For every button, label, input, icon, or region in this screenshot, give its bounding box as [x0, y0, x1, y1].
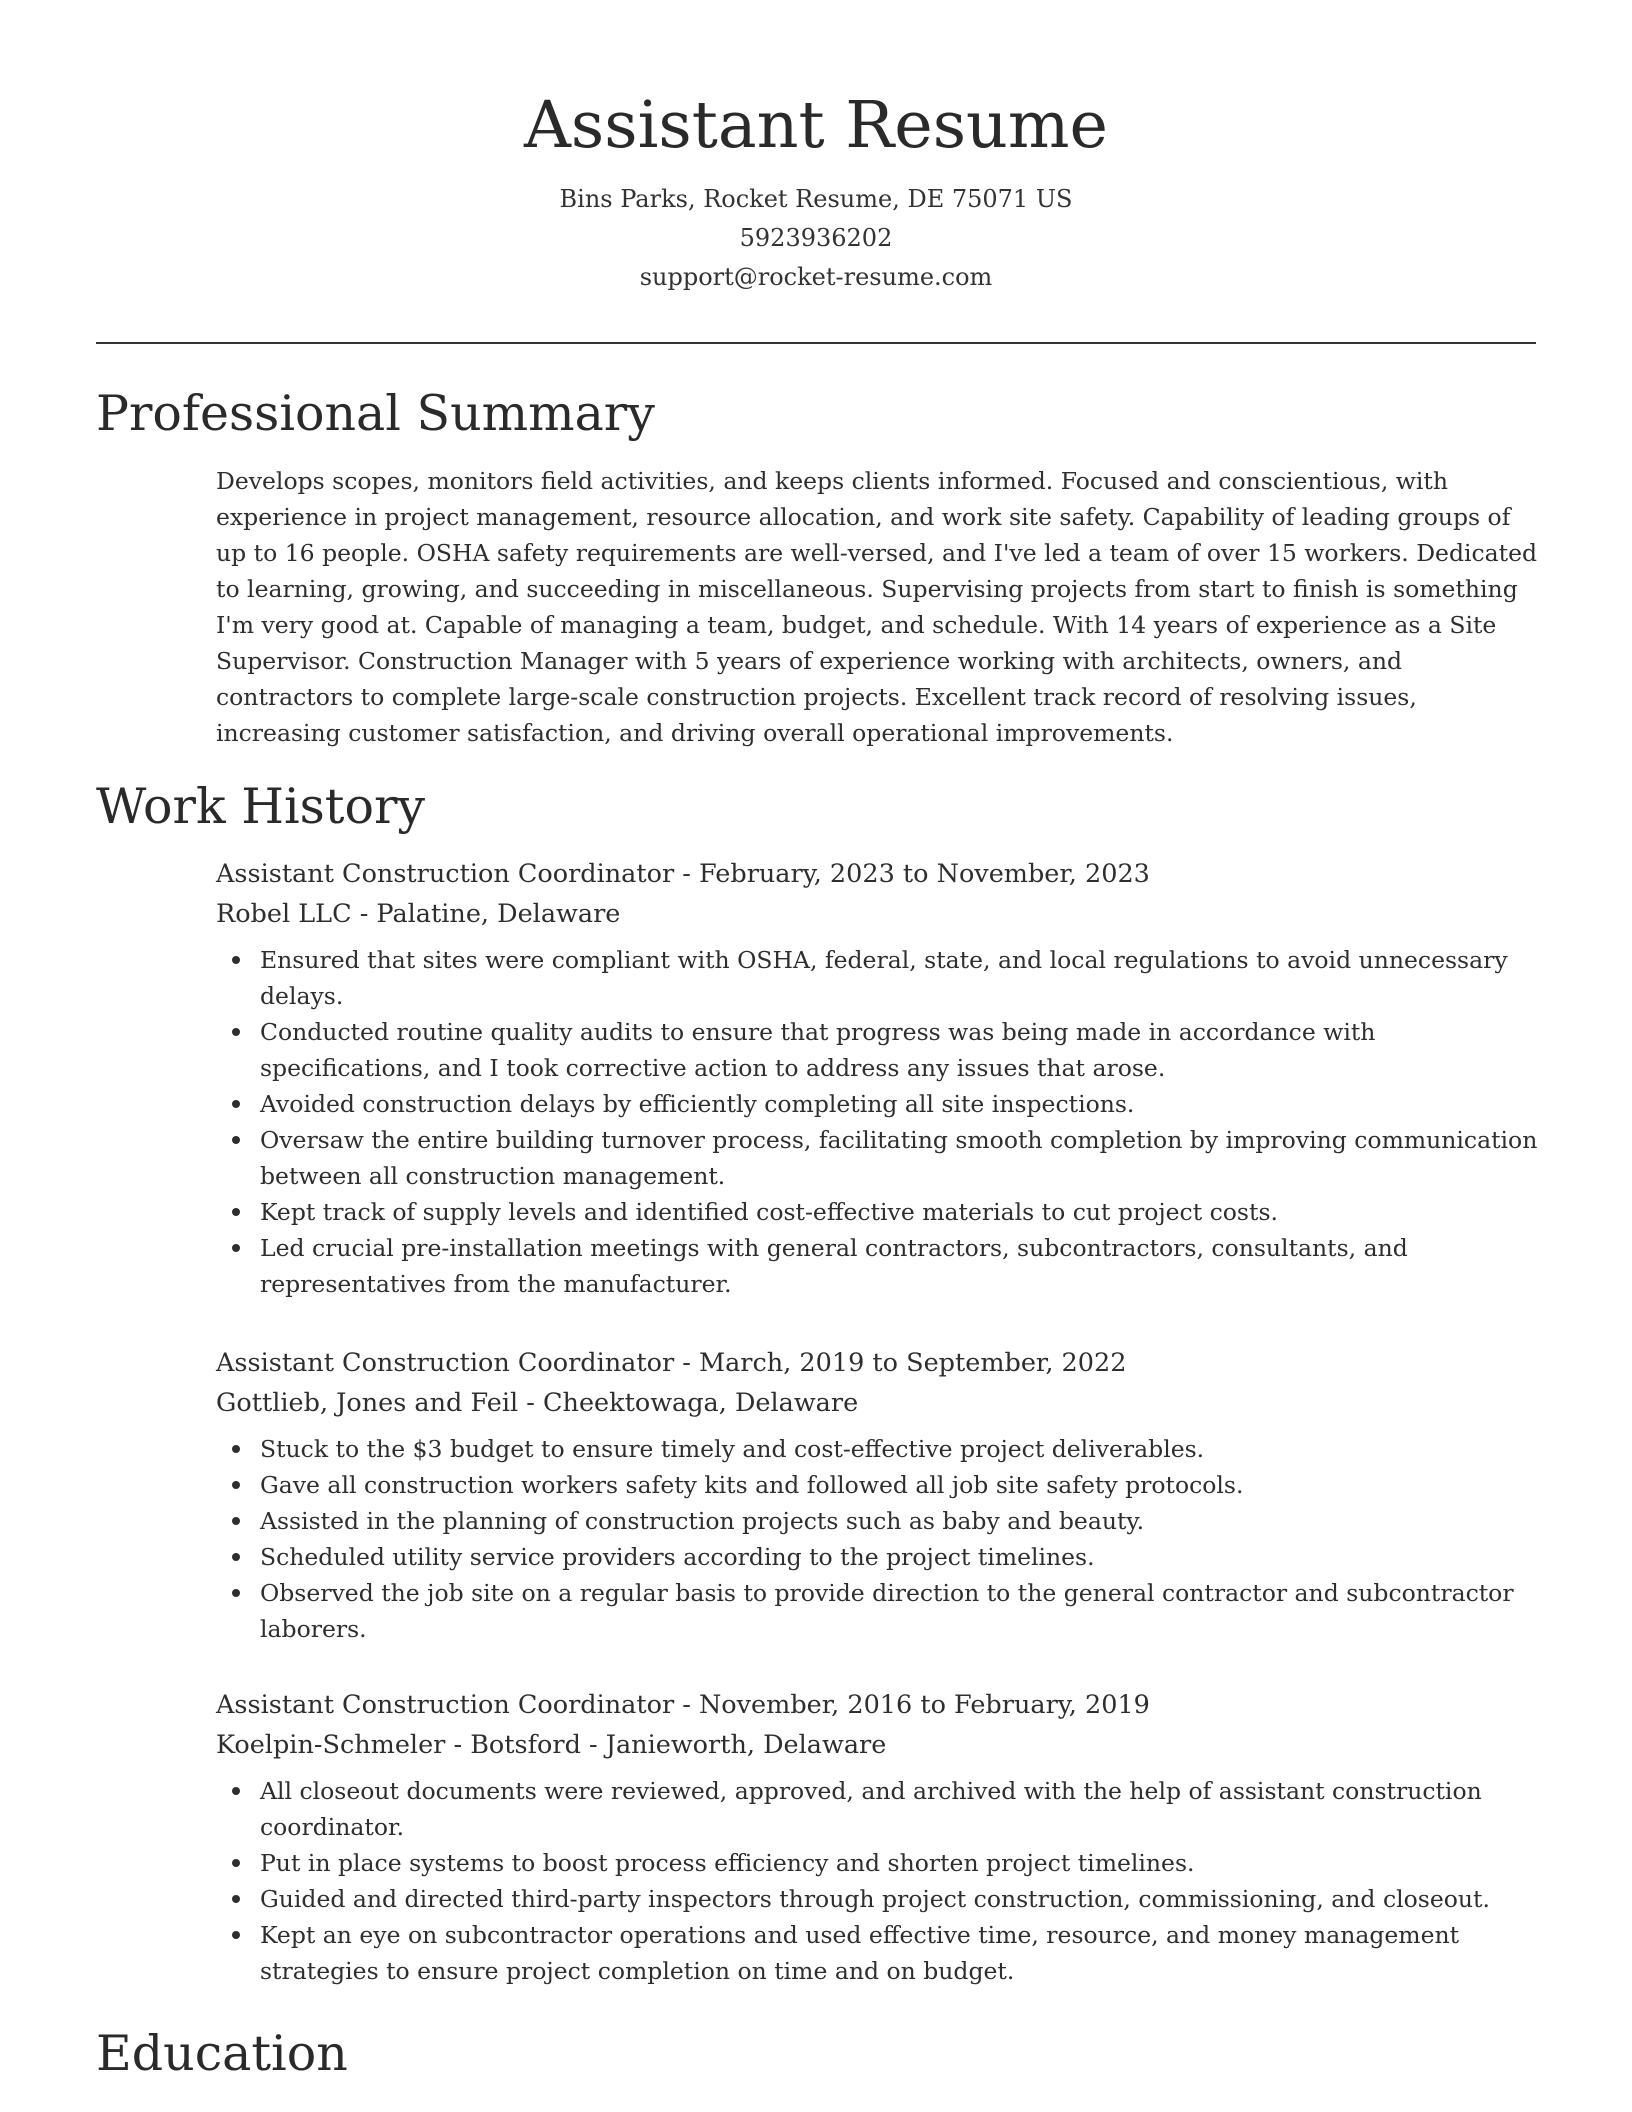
job-company: Robel LLC	[216, 899, 352, 929]
job-location: - Janieworth, Delaware	[580, 1730, 887, 1760]
job-location: - Cheektowaga, Delaware	[518, 1388, 859, 1418]
phone-text: 5923936202	[739, 224, 893, 252]
list-item: Kept an eye on subcontractor operations and used effective time, resource, and money management strategies to ensure project completion on time and on budget.	[260, 1917, 1538, 1989]
section-heading-education: Education	[96, 2025, 348, 2082]
job-bullet-list	[216, 1431, 1538, 1647]
job-entry	[216, 854, 1538, 1302]
job-role: Assistant Construction Coordinator	[216, 1348, 675, 1378]
resume-header	[0, 86, 1632, 297]
list-item: Assisted in the planning of construction projects such as baby and beauty.	[260, 1503, 1538, 1539]
job-location: - Palatine, Delaware	[351, 899, 621, 929]
list-item: Avoided construction delays by efficiently completing all site inspections.	[260, 1086, 1538, 1122]
summary-block	[216, 463, 1538, 751]
job-role: Assistant Construction Coordinator	[216, 1690, 675, 1720]
section-heading-summary: Professional Summary	[96, 385, 655, 442]
summary-text: Develops scopes, monitors field activities, and keeps clients informed. Focused and conscientious, with experience in project management, resource allocation, and work site safety. Capability of leading groups of up to 16 people. OSHA safety requirements are well-versed, and I've led a team of over 15 workers. Dedicated to learning, growing, and succeeding in miscellaneous. Supervising projects from start to finish is something I'm very good at. Capable of managing a team, budget, and schedule. With 14 years of experience as a Site Supervisor. Construction Manager with 5 years of experience working with architects, owners, and contractors to complete large-scale construction projects. Excellent track record of resolving issues, increasing customer satisfaction, and driving overall operational improvements.	[216, 467, 1538, 747]
job-company: Gottlieb, Jones and Feil	[216, 1388, 519, 1418]
job-company: Koelpin-Schmeler - Botsford	[216, 1730, 581, 1760]
job-dates: - March, 2019 to September, 2022	[674, 1348, 1127, 1378]
job-title-line	[216, 854, 1538, 894]
list-item: Stuck to the $3 budget to ensure timely and cost-effective project deliverables.	[260, 1431, 1538, 1467]
job-title-line	[216, 1685, 1538, 1725]
resume-title: Assistant Resume	[523, 88, 1109, 163]
list-item: Guided and directed third-party inspectors through project construction, commissioning, and closeout.	[260, 1881, 1538, 1917]
list-item: Oversaw the entire building turnover process, facilitating smooth completion by improving communication between all construction management.	[260, 1122, 1538, 1194]
job-bullet-list	[216, 1773, 1538, 1989]
job-role: Assistant Construction Coordinator	[216, 859, 675, 889]
email-text: support@rocket-resume.com	[639, 263, 993, 291]
contact-info	[0, 180, 1632, 297]
job-dates: - November, 2016 to February, 2019	[674, 1690, 1150, 1720]
list-item: Conducted routine quality audits to ensure that progress was being made in accordance with specifications, and I took corrective action to address any issues that arose.	[260, 1014, 1538, 1086]
job-entry	[216, 1685, 1538, 1989]
list-item: Gave all construction workers safety kits and followed all job site safety protocols.	[260, 1467, 1538, 1503]
list-item: Kept track of supply levels and identified cost-effective materials to cut project costs.	[260, 1194, 1538, 1230]
list-item: All closeout documents were reviewed, approved, and archived with the help of assistant construction coordinator.	[260, 1773, 1538, 1845]
list-item: Ensured that sites were compliant with OSHA, federal, state, and local regulations to avoid unnecessary delays.	[260, 942, 1538, 1014]
job-company-line	[216, 1383, 1538, 1423]
job-title-line	[216, 1343, 1538, 1383]
job-entry	[216, 1343, 1538, 1647]
list-item: Put in place systems to boost process efficiency and shorten project timelines.	[260, 1845, 1538, 1881]
list-item: Scheduled utility service providers according to the project timelines.	[260, 1539, 1538, 1575]
job-bullet-list	[216, 942, 1538, 1302]
job-dates: - February, 2023 to November, 2023	[674, 859, 1150, 889]
list-item: Led crucial pre-installation meetings with general contractors, subcontractors, consultants, and representatives from the manufacturer.	[260, 1230, 1538, 1302]
job-company-line	[216, 894, 1538, 934]
job-company-line	[216, 1725, 1538, 1765]
address-text: Bins Parks, Rocket Resume, DE 75071 US	[559, 185, 1073, 213]
list-item: Observed the job site on a regular basis to provide direction to the general contractor and subcontractor laborers.	[260, 1575, 1538, 1647]
section-heading-work-history: Work History	[96, 778, 426, 835]
header-divider	[96, 342, 1536, 344]
